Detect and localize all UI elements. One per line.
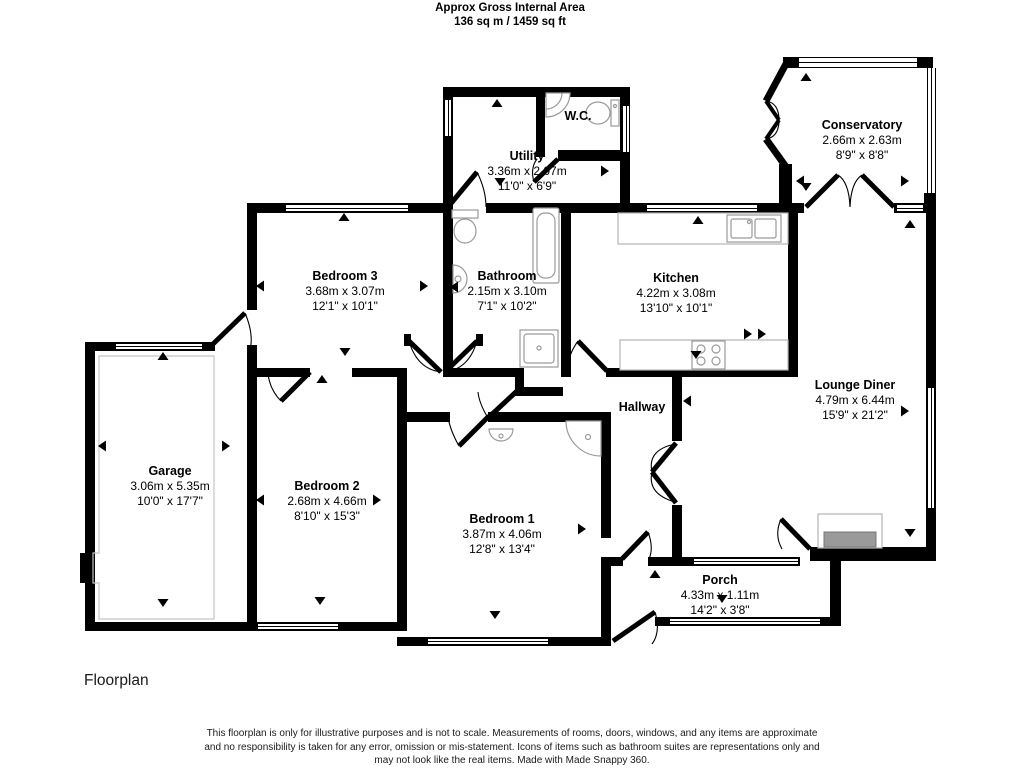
bathroom-door-leaf	[488, 391, 517, 418]
conservatory-door-leaf	[806, 175, 838, 207]
kitchen-door-leaf	[578, 341, 607, 371]
room-label-bedroom3: Bedroom 3 3.68m x 3.07m 12'1" x 10'1"	[305, 269, 385, 313]
disclaimer-footer	[112, 727, 912, 768]
bedroom3-double-door-leaf	[445, 341, 477, 372]
bathroom-toilet-icon	[452, 210, 478, 243]
disclaimer-line1: This floorplan is only for illustrative purposes and is not to scale. Measurements of rooms, doors, windows, and any items are approximate	[206, 728, 818, 739]
room-label-porch: Porch 4.33m x 1.11m 14'2" x 3'8"	[680, 573, 760, 617]
direction-arrow	[340, 348, 351, 356]
fireplace-icon	[818, 514, 882, 548]
room-label-bedroom1: Bedroom 1 3.87m x 4.06m 12'8" x 13'4"	[462, 512, 542, 556]
room-label-hallway: Hallway	[618, 400, 666, 414]
room-label-conservatory: Conservatory 2.66m x 2.63m 8'9" x 8'8"	[821, 118, 903, 162]
header-line2: 136 sq m / 1459 sq ft	[454, 16, 566, 28]
direction-arrow	[315, 597, 326, 605]
header-line1: Approx Gross Internal Area	[435, 2, 585, 14]
direction-arrow	[339, 213, 350, 221]
direction-arrow	[490, 611, 501, 619]
direction-arrow	[758, 329, 766, 340]
direction-arrow	[905, 529, 916, 537]
direction-arrow	[796, 176, 804, 187]
bedroom1-door-leaf	[459, 416, 489, 446]
direction-arrow	[801, 73, 812, 81]
kitchen-sink-icon	[727, 215, 781, 242]
direction-arrow	[158, 599, 169, 607]
disclaimer-line3: may not look like the real items. Made with Made Snappy 360.	[374, 755, 650, 766]
room-label-wc: W.C.	[564, 109, 592, 123]
room-label-lounge-diner: Lounge Diner 4.79m x 6.44m 15'9" x 21'2"	[814, 378, 896, 422]
shower-tray-icon	[520, 330, 558, 367]
room-label-garage: Garage 3.06m x 5.35m 10'0" x 17'7"	[130, 464, 210, 508]
hall-porch-door-leaf	[622, 532, 648, 559]
direction-arrow	[492, 99, 503, 107]
room-label-utility: Utility 3.36m x 2.07m 11'0" x 6'9"	[487, 149, 567, 193]
room-label-kitchen: Kitchen 4.22m x 3.08m 13'10" x 10'1"	[636, 271, 716, 315]
garage-door-leaf	[213, 313, 245, 344]
floorplan-caption: Floorplan	[84, 672, 149, 689]
direction-arrow	[256, 281, 264, 292]
direction-arrow	[905, 220, 916, 228]
direction-arrow	[222, 441, 230, 452]
room-label-bathroom: Bathroom 2.15m x 3.10m 7'1" x 10'2"	[467, 269, 547, 313]
room-label-bedroom2: Bedroom 2 2.68m x 4.66m 8'10" x 15'3"	[287, 479, 367, 523]
porch-lounge-door-leaf	[781, 519, 810, 549]
conservatory-door-leaf	[862, 175, 894, 207]
bedroom3-double-door-leaf	[409, 341, 441, 372]
direction-arrow	[744, 329, 752, 340]
lounge-double-door-leaf	[652, 472, 676, 503]
bedroom1-sink-icon	[489, 429, 513, 441]
corner-shower-icon	[566, 421, 601, 456]
bedroom2-door-leaf	[281, 372, 310, 401]
direction-arrow	[317, 375, 328, 383]
disclaimer-line2: and no responsibility is taken for any error, omission or mis-statement. Icons of items such as bathroom suites are representations only and	[204, 741, 820, 753]
direction-arrow	[901, 176, 909, 187]
